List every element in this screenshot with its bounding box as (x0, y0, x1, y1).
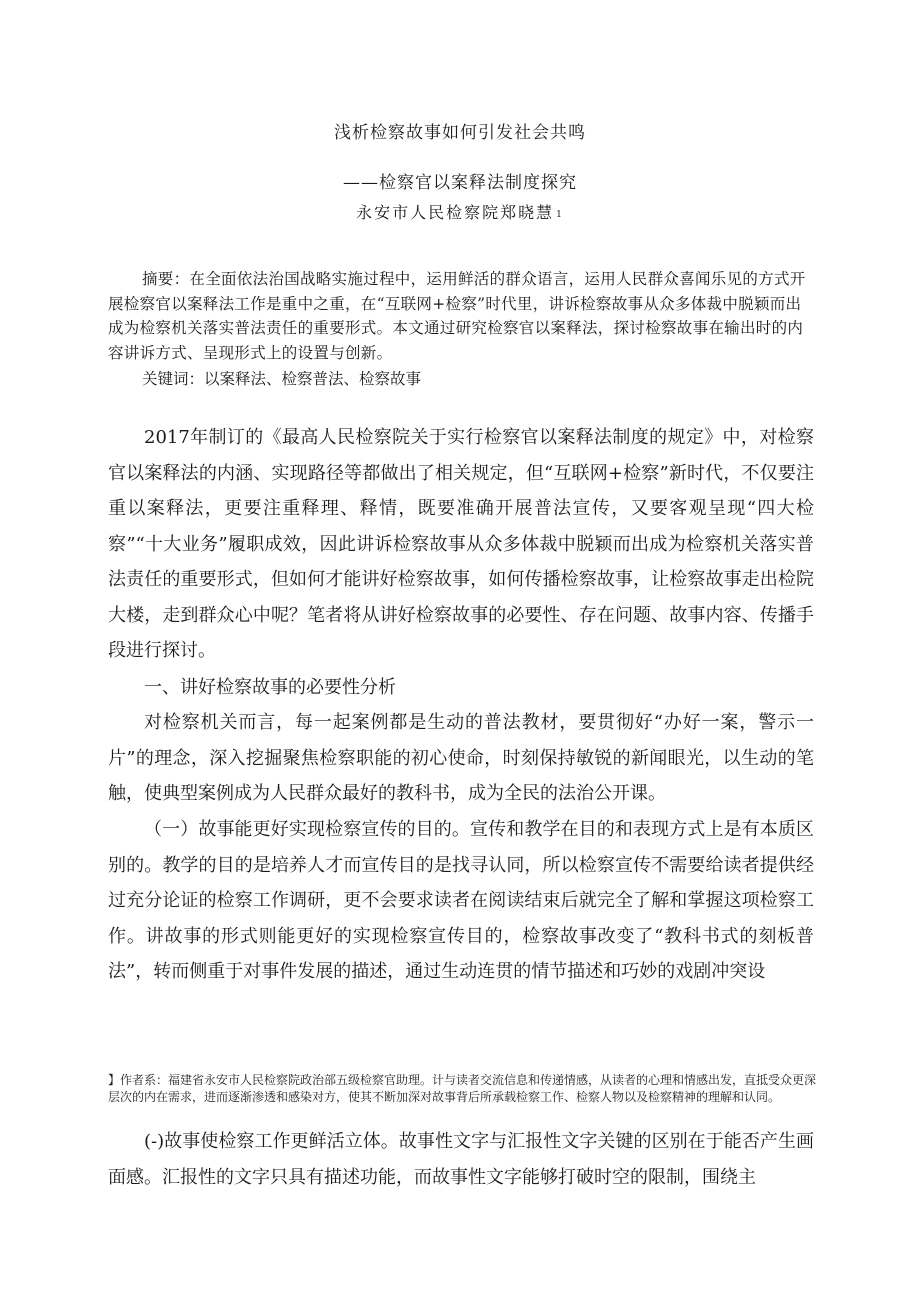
keywords: 关键词：以案释法、检察普法、检察故事 (142, 370, 422, 388)
author-line (0, 200, 920, 223)
section-heading-1: 一、讲好检察故事的必要性分析 (144, 677, 396, 698)
footnote: 】作者系：福建省永安市人民检察院政治部五级检察官助理。计与读者交流信息和传递情感，从读者的心理和情感出发，直抵受众更深层次的内在需求，进而逐渐渗透和感染对方，使其不断加深对故事背后所承载检察工作、检察人物以及检察精神的理解和认同。 (108, 1073, 817, 1104)
body-paragraph-1: 2017年制订的《最高人民检察院关于实行检察官以案释法制度的规定》中，对检察官以案释法的内涵、实现路径等都做出了相关规定，但“互联网+检察”新时代，不仅要注重以案释法，更要注重释理、释情，既要准确开展普法宣传，又要客观呈现“四大检察”“十大业务”履职成效，因此讲诉检察故事从众多体裁中脱颖而出成为检察机关落实普法责任的重要形式，但如何才能讲好检察故事，如何传播检察故事，让检察故事走出检院大楼，走到群众心中呢？笔者将从讲好检察故事的必要性、存在问题、故事内容、传播手段进行探讨。 (108, 427, 814, 661)
body-paragraph-2: 对检察机关而言，每一起案例都是生动的普法教材，要贯彻好“办好一案，警示一片”的理念，深入挖掘聚焦检察职能的初心使命，时刻保持敏锐的新闻眼光，以生动的笔触，使典型案例成为人民群众最好的教科书，成为全民的法治公开课。 (108, 712, 814, 804)
article-title: 浅析检察故事如何引发社会共鸣 (334, 123, 586, 143)
abstract: 摘要：在全面依法治国战略实施过程中，运用鲜活的群众语言，运用人民群众喜闻乐见的方式开展检察官以案释法工作是重中之重，在“互联网+检察”时代里，讲诉检察故事从众多体裁中脱颖而出成为检察机关落实普法责任的重要形式。本文通过研究检察官以案释法，探讨检察故事在输出时的内容讲诉方式、呈现形式上的设置与创新。 (108, 270, 806, 362)
author-name: 永安市人民检察院郑晓慧 (356, 203, 555, 222)
body-paragraph-4: (-)故事使检察工作更鲜活立体。故事性文字与汇报性文字关键的区别在于能否产生画面感。汇报性的文字只具有描述功能，而故事性文字能够打破时空的限制，围绕主 (108, 1131, 814, 1188)
body-paragraph-3: （一）故事能更好实现检察宣传的目的。宣传和教学在目的和表现方式上是有本质区别的。教学的目的是培养人才而宣传目的是找寻认同，所以检察宣传不需要给读者提供经过充分论证的检察工作调研，更不会要求读者在阅读结束后就完全了解和掌握这项检察工作。讲故事的形式则能更好的实现检察宣传目的，检察故事改变了“教科书式的刻板普法”，转而侧重于对事件发展的描述，通过生动连贯的情节描述和巧妙的戏剧冲突设 (108, 819, 814, 982)
article-subtitle: ——检察官以案释法制度探究 (343, 173, 577, 193)
footnote-marker: 1 (556, 210, 564, 220)
